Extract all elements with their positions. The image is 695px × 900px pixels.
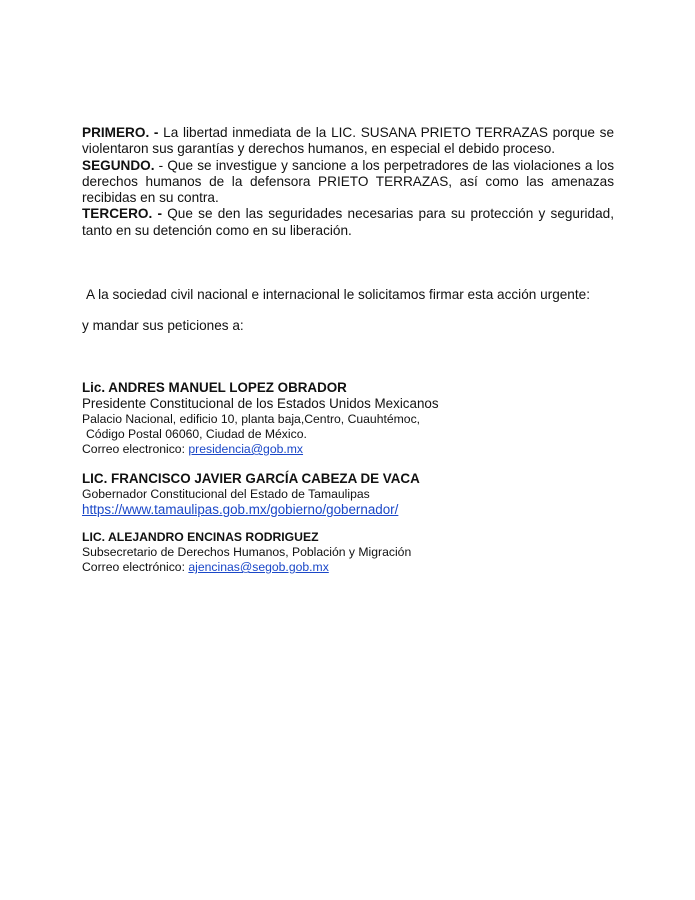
demand-text: La libertad inmediata de la LIC. SUSANA PRIETO TERRAZAS porque se violentaron sus garantías y derechos humanos, en especial el debido proceso.	[82, 125, 615, 157]
demand-text: - Que se investigue y sancione a los perpetradores de las violaciones a los derechos humanos de la defensora PRIETO TERRAZAS, así como las amenazas recibidas en su contra.	[82, 157, 614, 206]
recipient-address-line-2: Código Postal 06060, Ciudad de México.	[86, 427, 307, 441]
demand-segundo	[82, 158, 614, 207]
subsecretary-email-link[interactable]: ajencinas@segob.gob.mx	[188, 560, 329, 574]
recipient-governor	[82, 471, 420, 518]
recipient-address-line-1: Palacio Nacional, edificio 10, planta baja,Centro, Cuauhtémoc,	[82, 412, 421, 426]
governor-website-link[interactable]: https://www.tamaulipas.gob.mx/gobierno/gobernador/	[82, 502, 399, 517]
recipient-title: Gobernador Constitucional del Estado de Tamaulipas	[82, 487, 370, 501]
recipient-url-line	[82, 502, 420, 518]
demand-paragraph	[82, 158, 614, 207]
president-email-link[interactable]: presidencia@gob.mx	[188, 442, 304, 456]
recipient-contact	[82, 442, 439, 457]
solicitud-paragraph: A la sociedad civil nacional e internacional le solicitamos firmar esta acción urgente:	[86, 287, 590, 302]
demand-tercero	[82, 206, 614, 239]
recipient-president	[82, 380, 439, 457]
recipient-name: Lic. ANDRES MANUEL LOPEZ OBRADOR	[82, 380, 347, 395]
demand-lead: SEGUNDO.	[82, 157, 155, 173]
demand-paragraph	[82, 125, 614, 158]
contact-label: Correo electrónico:	[82, 560, 189, 574]
contact-label: Correo electronico:	[82, 442, 189, 456]
peticiones-paragraph: y mandar sus peticiones a:	[82, 318, 244, 333]
recipient-title: Presidente Constitucional de los Estados Unidos Mexicanos	[82, 396, 439, 411]
demand-primero	[82, 125, 614, 158]
recipient-name: LIC. FRANCISCO JAVIER GARCÍA CABEZA DE VACA	[82, 471, 420, 486]
demands-section	[82, 125, 614, 239]
demand-text: Que se den las seguridades necesarias para su protección y seguridad, tanto en su detención como en su liberación.	[82, 206, 614, 238]
demand-lead: TERCERO. -	[82, 206, 162, 222]
recipient-title: Subsecretario de Derechos Humanos, Población y Migración	[82, 545, 412, 559]
recipient-contact	[82, 560, 411, 575]
recipient-name: LIC. ALEJANDRO ENCINAS RODRIGUEZ	[82, 530, 319, 544]
recipient-subsecretary	[82, 530, 411, 575]
demand-paragraph	[82, 206, 614, 239]
demand-lead: PRIMERO. -	[82, 125, 159, 140]
